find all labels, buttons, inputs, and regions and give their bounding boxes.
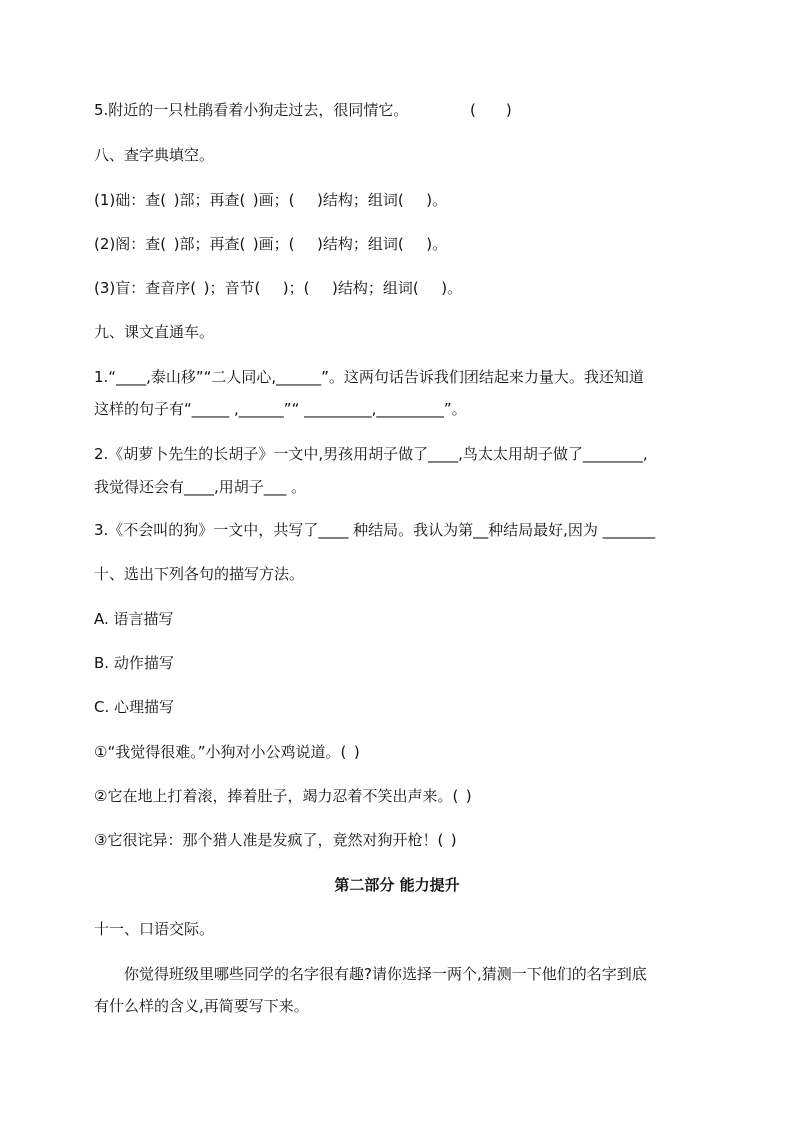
section-heading: 九、课文直通车。 bbox=[94, 323, 215, 341]
section-heading: 十一、口语交际。 bbox=[94, 920, 215, 938]
text-question-line: 1.“____,泰山移”“二人同心,______”。这两句话告诉我们团结起来力量大。我还知道 bbox=[94, 368, 644, 386]
sentence-item: ②它在地上打着滚，捧着肚子，竭力忍着不笑出声来。( ) bbox=[94, 787, 472, 805]
answer-paren[interactable]: ( ) bbox=[470, 101, 512, 119]
part-title: 第二部分 能力提升 bbox=[334, 876, 460, 894]
text-question-line: 这样的句子有“_____ ,______”“ _________,_________”。 bbox=[94, 400, 467, 418]
section-heading: 八、查字典填空。 bbox=[94, 146, 215, 164]
dictionary-item: (2)阁：查( )部；再查( )画；( )结构；组词( )。 bbox=[94, 235, 448, 253]
text-question-line: 我觉得还会有____,用胡子___ 。 bbox=[94, 478, 307, 496]
option-item: B. 动作描写 bbox=[94, 654, 174, 672]
question-text: 5.附近的一只杜鹃看着小狗走过去，很同情它。 bbox=[94, 101, 409, 119]
paragraph-line: 有什么样的含义,再简要写下来。 bbox=[94, 997, 309, 1015]
option-item: C. 心理描写 bbox=[94, 698, 175, 716]
text-question-line: 3.《不会叫的狗》一文中，共写了____ 种结局。我认为第__种结局最好,因为 _______ bbox=[94, 521, 656, 539]
dictionary-item: (1)础：查( )部；再查( )画；( )结构；组词( )。 bbox=[94, 191, 448, 209]
option-item: A. 语言描写 bbox=[94, 610, 174, 628]
section-heading: 十、选出下列各句的描写方法。 bbox=[94, 565, 305, 583]
paragraph-line: 你觉得班级里哪些同学的名字很有趣?请你选择一两个,猜测一下他们的名字到底 bbox=[124, 965, 647, 983]
sentence-item: ①“我觉得很难。”小狗对小公鸡说道。( ) bbox=[94, 743, 360, 761]
text-question-line: 2.《胡萝卜先生的长胡子》一文中,男孩用胡子做了____,鸟太太用胡子做了________, bbox=[94, 445, 648, 463]
question-item bbox=[94, 99, 408, 121]
dictionary-item: (3)盲：查音序( )；音节( )；( )结构；组词( )。 bbox=[94, 279, 463, 297]
sentence-item: ③它很诧异：那个猎人准是发疯了，竟然对狗开枪！( ) bbox=[94, 831, 457, 849]
